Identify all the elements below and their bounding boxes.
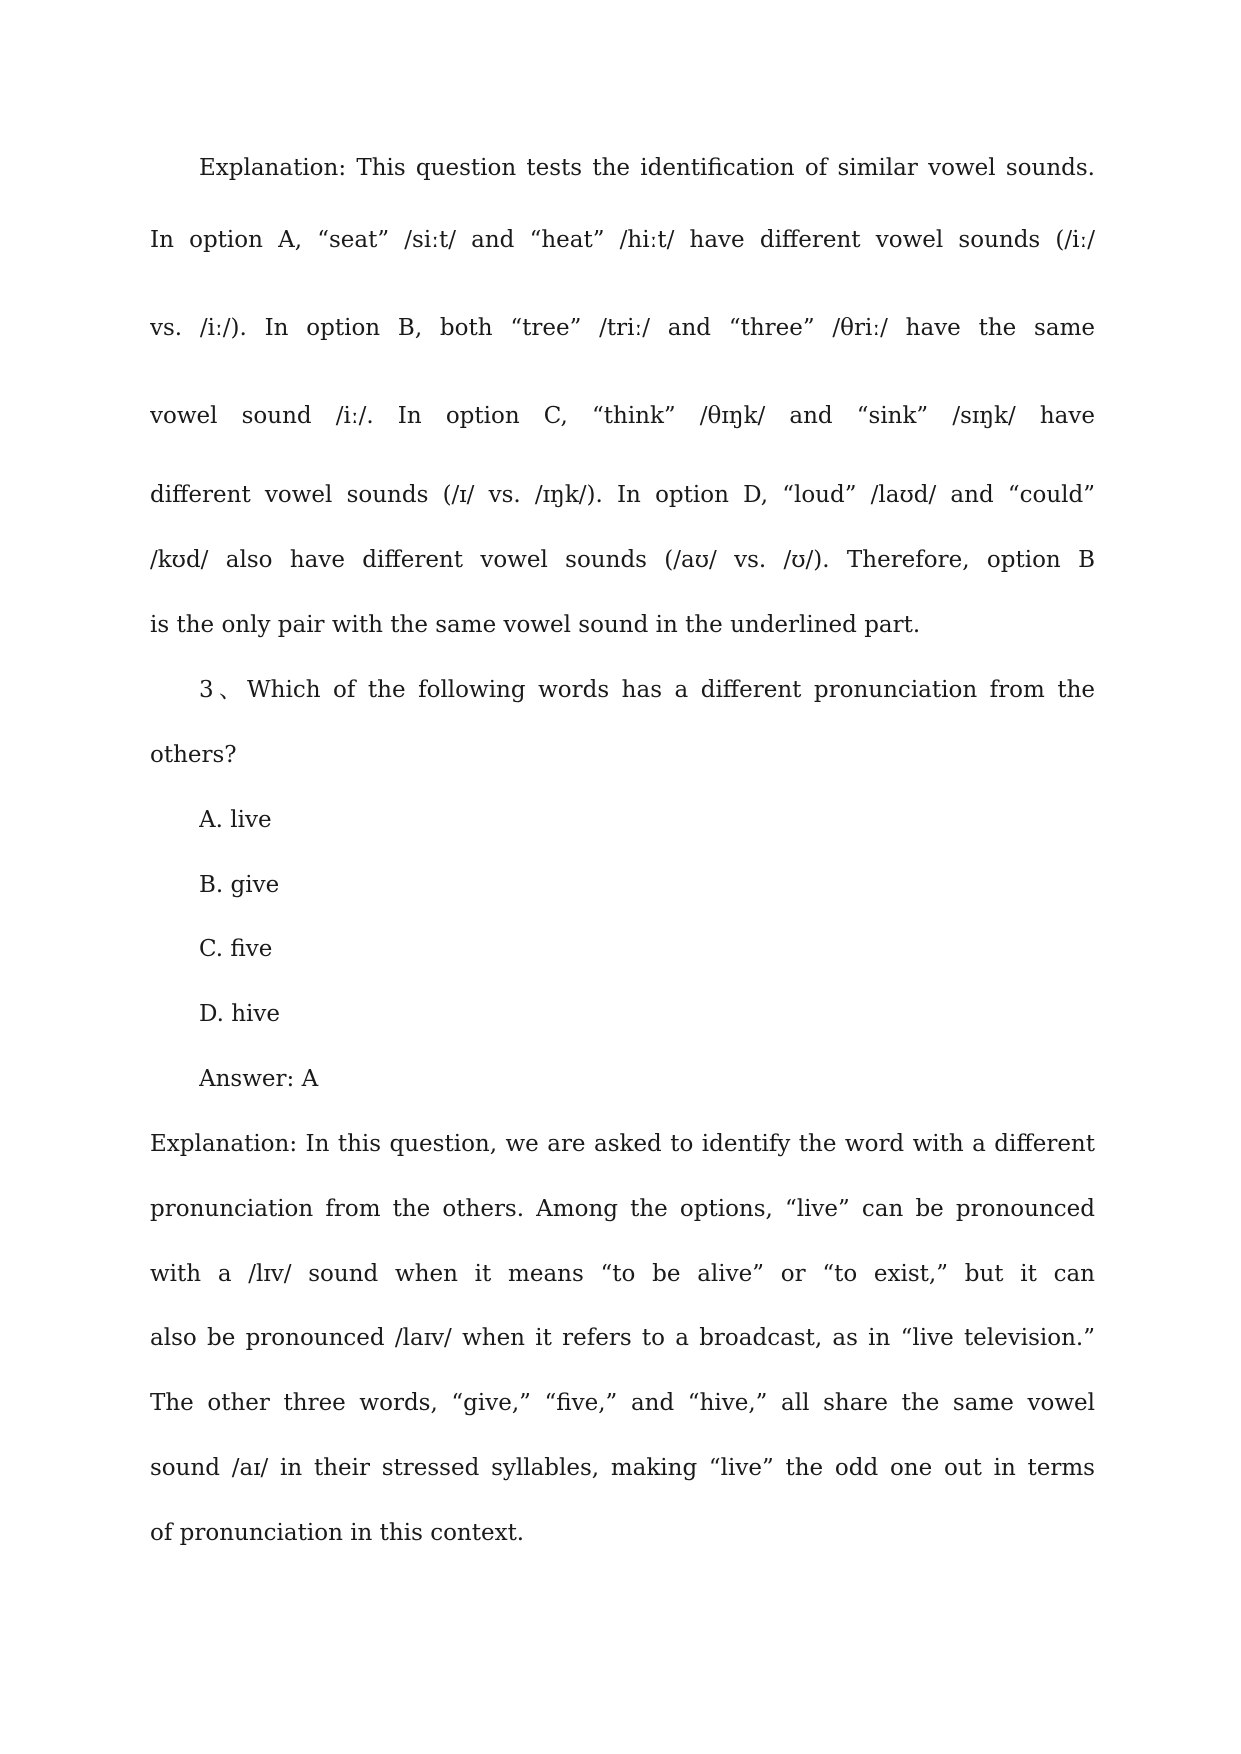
explanation-3-line-5: The other three words, “give,” “five,” and “hive,” all share the same vowel bbox=[150, 1390, 1095, 1416]
explanation-2-line-4: vowel sound /iː/. In option C, “think” /θɪŋk/ and “sink” /sɪŋk/ have bbox=[150, 403, 1095, 429]
explanation-3-line-4: also be pronounced /laɪv/ when it refers to a broadcast, as in “live television.” bbox=[150, 1325, 1095, 1351]
question-3-stem-line-1: 3、Which of the following words has a different pronunciation from the bbox=[199, 677, 1095, 703]
explanation-3-line-1: Explanation: In this question, we are asked to identify the word with a different bbox=[150, 1131, 1095, 1157]
option-b: B. give bbox=[199, 872, 280, 898]
explanation-2-line-2: In option A, “seat” /siːt/ and “heat” /hiːt/ have different vowel sounds (/iː/ bbox=[150, 227, 1095, 253]
option-c: C. five bbox=[199, 936, 273, 962]
answer-line: Answer: A bbox=[199, 1066, 319, 1092]
explanation-2-line-6: /kʊd/ also have different vowel sounds (/aʊ/ vs. /ʊ/). Therefore, option B bbox=[150, 547, 1095, 573]
explanation-2-line-3: vs. /iː/). In option B, both “tree” /triː/ and “three” /θriː/ have the same bbox=[150, 315, 1095, 341]
explanation-3-line-6: sound /aɪ/ in their stressed syllables, making “live” the odd one out in terms bbox=[150, 1455, 1095, 1481]
explanation-2-line-5: different vowel sounds (/ɪ/ vs. /ɪŋk/). In option D, “loud” /laʊd/ and “could” bbox=[150, 482, 1095, 508]
explanation-3-line-2: pronunciation from the others. Among the options, “live” can be pronounced bbox=[150, 1196, 1095, 1222]
option-d: D. hive bbox=[199, 1001, 281, 1027]
explanation-2-line-7: is the only pair with the same vowel sound in the underlined part. bbox=[150, 612, 921, 638]
explanation-3-line-3: with a /lɪv/ sound when it means “to be alive” or “to exist,” but it can bbox=[150, 1261, 1095, 1287]
question-3-stem-line-2: others? bbox=[150, 742, 237, 768]
explanation-3-line-7: of pronunciation in this context. bbox=[150, 1520, 525, 1546]
option-a: A. live bbox=[199, 807, 272, 833]
explanation-2-line-1: Explanation: This question tests the identification of similar vowel sounds. bbox=[199, 155, 1095, 181]
